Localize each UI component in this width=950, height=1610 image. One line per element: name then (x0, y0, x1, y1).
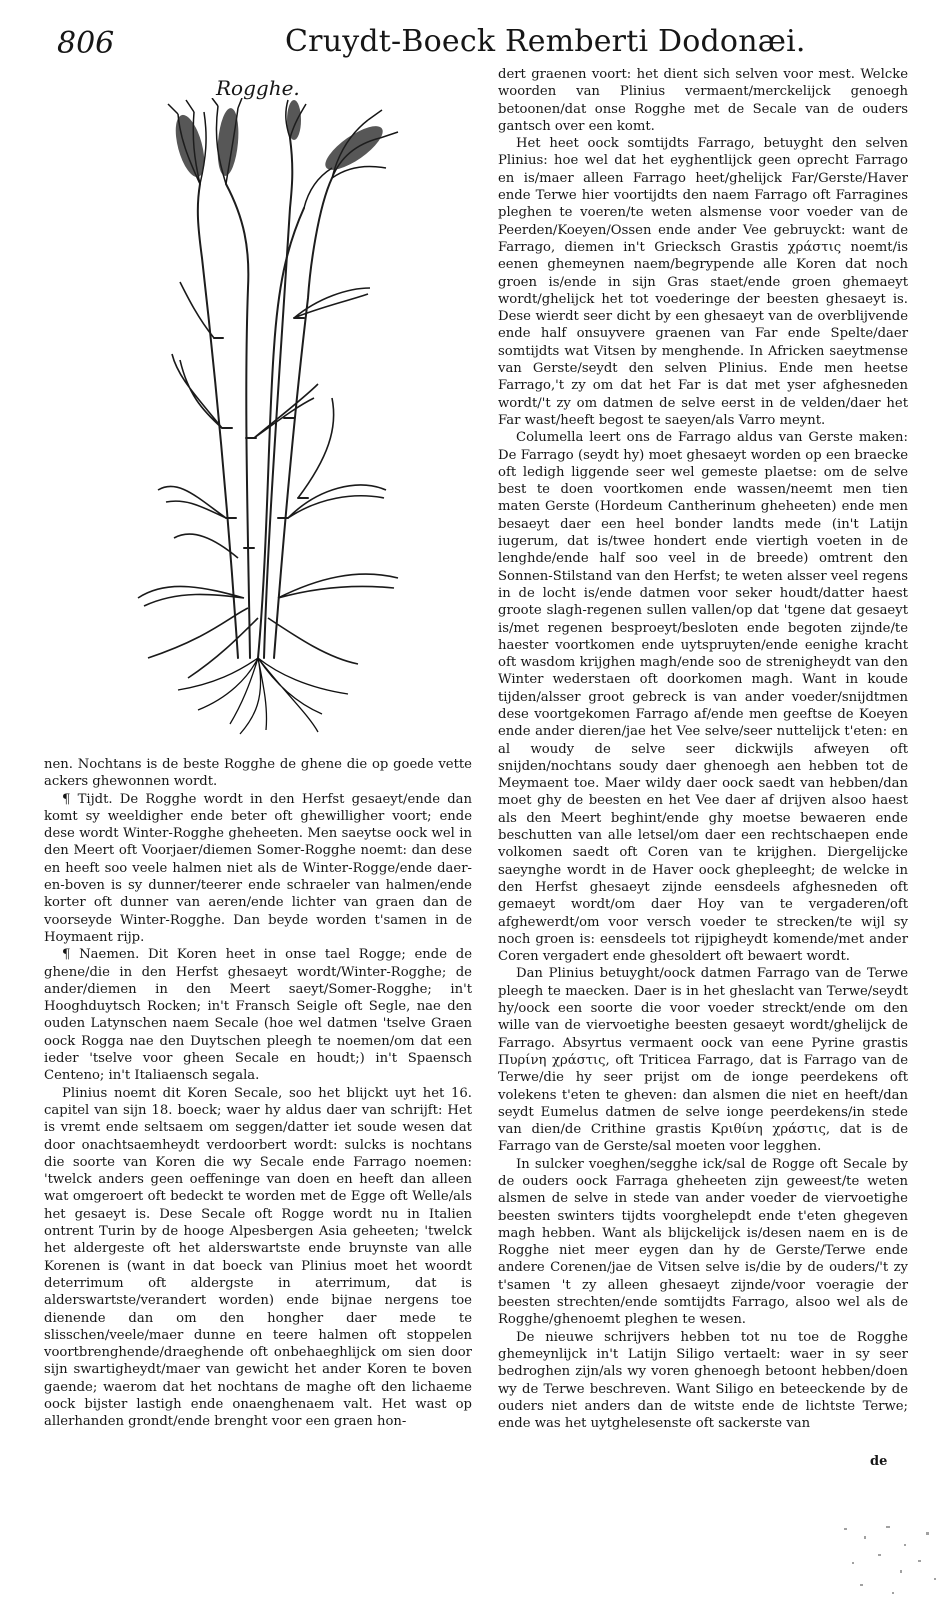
left-paragraph: ¶ Tijdt. De Rogghe wordt in den Herfst gesaeyt/ende dan komt sy weeldigher ende beter oft ghewilligher voort; ende dese wordt Winter-Rogghe gheheeten. Men saeytse oock wel in den Meert oft Voorjaer/diemen Somer-Rogghe noemt: dan dese en heeft soo veele halmen niet als de Winter-Rogge/ende daer-en-boven is sy dunner/teerer ende schraeler van halmen/ende korter oft dunner van aeren/ende lichter van graen dan de voorseyde Winter-Rogghe. Dan beyde worden t'samen in de Hoymaent rijp. (44, 791, 472, 945)
right-paragraph: dert graenen voort: het dient sich selven voor mest. Welcke woorden van Plinius vermaent/merckelijck genoegh betoonen/dat onse Rogghe met de Secale van de ouders gantsch over een komt. (498, 67, 908, 134)
running-title: Cruydt-Boeck Remberti Dodonæi. (285, 24, 806, 59)
right-paragraph: De nieuwe schrijvers hebben tot nu toe de Rogghe ghemeynlijck in't Latijn Siligo vertaelt: waer in sy seer bedroghen zijn/als wy voren ghenoegh betoont hebben/doen wy de Terwe beschreven. Want Siligo en beteeckende by de ouders niet anders dan de witste ende de lichtste Terwe; ende was het uytghelesenste oft sackerste van (498, 1329, 908, 1432)
right-paragraph: Het heet oock somtijdts Farrago, betuyght den selven Plinius: hoe wel dat het eyghentlijck geen oprecht Farrago en is/maer alleen Farrago heet/ghelijck Far/Gerste/Haver ende Terwe hier voortijdts den naem Farrago oft Farragines pleghen te voeren/te weten alsmense voor voeder van de Peerden/Koeyen/Ossen ende ander Vee gebruyckt: want de Farrago, diemen in't Griecksch Grastis χράστις noemt/is eenen ghemeynen naem/begrypende alle Koren dat noch groen is/ende in sijn Gras staet/ende groen ghemaeyt wordt/ghelijck het tot voederinge der beesten ghesaeyt is. Dese wierdt seer dicht by een ghesaeyt van de overblijvende ende half onsuyvere graenen van Far ende Spelte/daer somtijdts wat Vitsen by menghende. In Africken saeytmense van Gerste/seydt den selven Plinius. Ende men heetse Farrago,'t zy om dat het Far is dat met yser afghesneden wordt/'t zy om datmen de selve eerst in de velden/daer het Far wast/heeft begost te saeyen/als Varro meynt. (498, 136, 908, 428)
catchword: de (870, 1454, 888, 1469)
left-paragraph: Plinius noemt dit Koren Secale, soo het blijckt uyt het 16. capitel van sijn 18. boeck; waer hy aldus daer van schrijft: Het is vremt ende seltsaem om seggen/datter iet soude wesen dat door onachtsaemheydt verdoorbert wordt: sulcks is nochtans die soorte van Koren die wy Secale ende Farrago noemen: 'twelck anders geen oeffeninge van doen en heeft dan alleen wat omgeroert oft bedeckt te worden met de Egge oft Welle/als het gesaeyt is. Dese Secale oft Rogge wordt nu in Italien ontrent Turin by de hooge Alpesbergen Asia geheeten; 'twelck het aldergeste oft het alderswartste ende bruynste van alle Korenen is (want in dat boeck van Plinius moet het woordt deterrimum oft aldergste in aterrimum, dat is alderswartste/verandert worden) ende bijnae nergens toe dienende dan om den hongher daer mede te slisschen/veele/maer dunne en teere halmen oft stoppelen voortbrenghende/draeghende oft onbehaeghlijck om sien door sijn swartigheydt/maer van gewicht het ander Koren te boven gaende; waerom dat het nochtans de maghe oft den lichaeme oock bijster lastigh ende onaenghenaem valt. Het wast op allerhanden grondt/ende brenght voor een graen hon- (44, 1085, 472, 1430)
figure-title: Rogghe. (216, 76, 300, 100)
left-paragraph: ¶ Naemen. Dit Koren heet in onse tael Rogge; ende de ghene/die in den Herfst ghesaeyt wordt/Winter-Rogghe; de ander/diemen in den Meert saeyt/Somer-Rogghe; in't Hooghduytsch Rocken; in't Fransch Seigle oft Segle, nae den ouden Latynschen naem Secale (hoe wel datmen 'tselve Graen oock Rogga nae den Duytschen pleegh te noemen/om dat een ieder 'tselve voor gheen Secale en houdt;) in't Spaensch Centeno; in't Italiaensch segala. (44, 947, 472, 1084)
right-paragraph: Columella leert ons de Farrago aldus van Gerste maken: De Farrago (seydt hy) moet ghesaeyt worden op een braecke oft ledigh liggende seer wel gemeste plaetse: om de selve best te doen voortkomen ende wassen/neemt men tien maten Gerste (Hordeum Cantherinum gheheeten) ende men besaeyt daer een heel bonder landts mede (in't Latijn iugerum, dat is/twee hondert ende viertigh voeten in de lenghde/ende half soo veel in de breede) omtrent den Sonnen-Stilstand van den Herfst; te weten alsser veel regens in de locht is/ende datmen voor seker houdt/datter haest groote slagh-regenen sullen vallen/op dat 'tgene dat gesaeyt is/met regenen besproeyt/besloten ende begoten zijnde/te haester voortkomen ende uytspruyten/ende eenighe kracht oft wasdom krijghen magh/ende soo de strenigheydt van den Winter wederstaen oft doorkomen magh. Want in koude tijden/alsser groot gebreck is van ander voeder/snijdtmen dese voortgekomen Farrago af/ende men geeftse de Koeyen ende ander dieren/jae het Vee selve/seer nuttelijck t'eten: en al woudy de selve seer dickwijls afweyen oft snijden/nochtans soudy daer ghenoegh aen hebben tot de Meymaent toe. Maer wildy daer oock saedt van hebben/dan moet ghy de beesten en het Vee daer af drijven alsoo haest als den Meert beghint/ende ghy moetse bewaeren ende beschutten van alle letsel/om daer een rechtschaepen ende volkomen saedt oft Coren van te krijghen. Diergelijcke saeynghe wordt in de Haver oock ghepleeght; de welcke in den Herfst ghesaeyt zijnde eensdeels afghesneden oft gemaeyt wordt/om daer Hoy van te vergaderen/oft afghewerdt/om voor versch voeder te strecken/te wijl sy noch groen is: eensdeels tot rijpigheydt komende/met ander Coren vergadert ende ghesoldert oft bewaert wordt. (498, 430, 908, 965)
left-paragraph: nen. Nochtans is de beste Rogghe de ghene die op goede vette ackers ghewonnen wordt. (44, 757, 472, 790)
right-paragraph: Dan Plinius betuyght/oock datmen Farrago van de Terwe pleegh te maecken. Daer is in het gheslacht van Terwe/seydt hy/oock een soorte die voor voeder streckt/ende om den wille van de viervoetighe beesten gesaeyt wordt/ghelijck de Farrago. Absyrtus vermaent oock van eene Pyrine grastis Πυρίνη χράστις, oft Triticea Farrago, dat is Farrago van de Terwe/die hy seer prijst om de ionge peerdekens oft volekens t'eten te gheven: dan alsmen die niet en heeft/dan seydt Eumelus datmen de selve ionge peerdekens/in stede van dien/de Crithine grastis Κριθίνη χράστις, dat is de Farrago van de Gerste/sal moeten voor legghen. (498, 966, 908, 1155)
right-paragraph: In sulcker voeghen/segghe ick/sal de Rogge oft Secale by de ouders oock Farraga gheheeten zijn geweest/te weten alsmen de selve in stede van ander voeder de viervoetighe beesten swinters tijdts voorghelepdt ende t'eten ghegeven magh hebben. Want als blijckelijck is/desen naem en is de Rogghe niet meer eygen dan hy de Gerste/Terwe ende andere Corenen/jae de Vitsen selve is/die by de ouders/'t zy t'samen 't zy alleen ghesaeyt zijnde/voor voeragie der beesten strechten/ende somtijdts Farrago, alsoo wel als de Rogghe/ghenoemt pleghen te wesen. (498, 1156, 908, 1328)
left-column-text (44, 756, 472, 1431)
right-column-text (498, 66, 908, 1432)
rye-plant-illustration (118, 98, 448, 738)
scan-specks (834, 1522, 944, 1602)
page-number: 806 (57, 26, 115, 61)
